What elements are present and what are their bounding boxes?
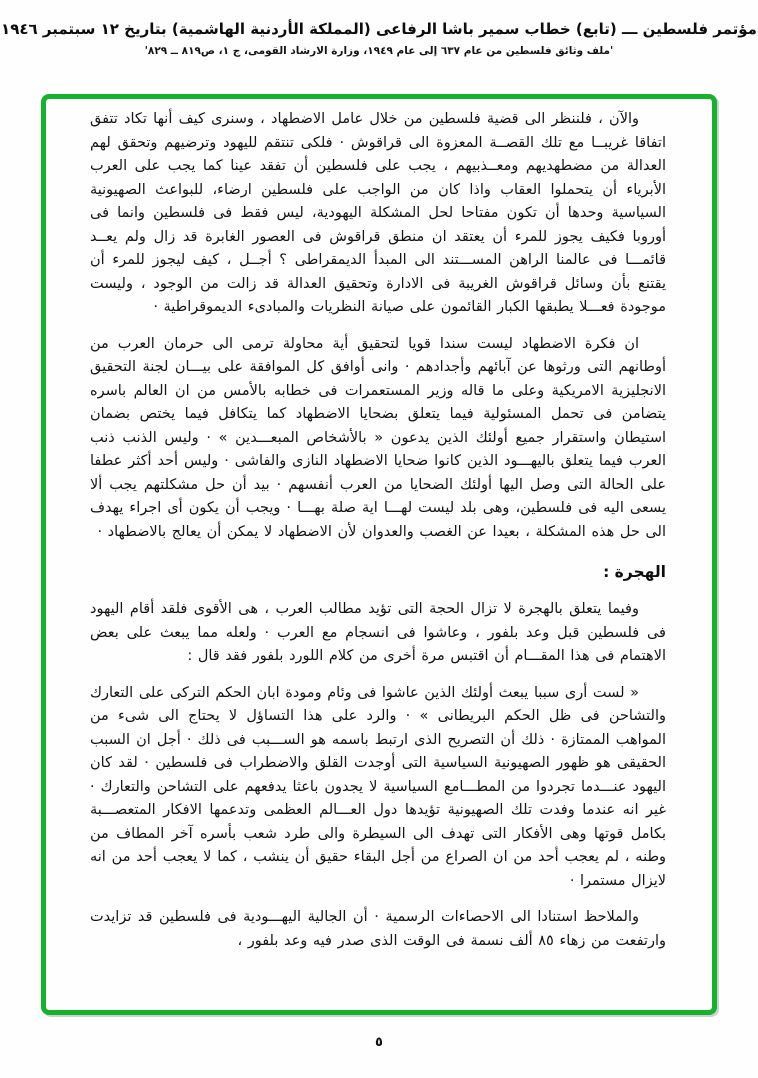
document-header xyxy=(0,20,758,57)
document-source-citation: 'ملف وثائق فلسطين من عام ٦٣٧ إلى عام ١٩٤٩، وزارة الارشاد القومى، ج ١، ص٨١٩ ــ ٨٢٩' xyxy=(144,45,614,57)
page-footer xyxy=(41,1031,717,1050)
highlight-annotation-box xyxy=(41,94,717,1015)
paragraph-immigration-1: وفيما يتعلق بالهجرة لا تزال الحجة التى تؤيد مطالب العرب ، هى الأقوى فلقد أقام اليهود فى فلسطين قبل وعد بلفور ، وعاشوا فى انسجام مع العرب · ولعله مما يبعث على بعض الاهتمام فى هذا المقـــام أن اقتبس مرة أخرى من كلام اللورد بلفور فقد قال : xyxy=(90,601,666,664)
paragraph-oppression-1: والآن ، فلننظر الى قضية فلسطين من خلال عامل الاضطهاد ، وسنرى كيف أنها تكاد تتفق اتفاقا غريبــا مع تلك القصــة المعزوة الى قراقوش · فلكى تنتقم لليهود وترضيهم وتحقق لهم العدالة من مضطهديهم ومعــذبيهم ، يجب على فلسطين أن تفقد عينا كما يجب على العرب الأبرياء أن يتحملوا العقاب واذا كان من الواجب على فلسطين ارضاء، للبواعث الصهيونية السياسية وحدها أن تكون مفتاحا لحل المشكلة اليهودية، ليس فقط فى فلسطين وانما فى أوروبا فكيف يجوز للمرء أن يعتقد ان منطق قراقوش فى العصور الغابرة قد زال ولم يعــد قائمـــا فى عالمنا الراهن المســـتند الى المبدأ الديمقراطى ؟ أجــل ، كيف ليجوز للمرء أن يقتنع بأن وسائل قراقوش الغريبة فى الادارة وتحقيق العدالة قد زالت من الوجود ، وليست موجودة فعـــلا يطبقها الكبار القائمون على صيانة النظريات والمبادىء الديموقراطية · xyxy=(90,111,666,315)
section-heading-immigration: الهجرة : xyxy=(603,563,666,581)
paragraph-oppression-2: ان فكرة الاضطهاد ليست سندا قويا لتحقيق أية محاولة ترمى الى حرمان العرب من أوطانهم التى ورثوها عن آبائهم وأجدادهم · وانى أوافق كل الموافقة على بيـــان لجنة التحقيق الانجليزية الامريكية وعلى ما قاله وزير المستعمرات فى خطابه بالأمس من ان العالم باسره يتضامن فى تحمل المسئولية فيما يتعلق بضحايا الاضطهاد كما يتكافل فيما يختص بضمان استيطان واستقرار جميع أولئك الذين يدعون « بالأشخاص المبعـــدين » · وليس الذنب ذنب العرب فيما يتعلق باليهـــود الذين كانوا ضحايا الاضطهاد النازى والفاشى · وليس أحد أكثر عطفا على الحالة التى وصل اليها أولئك الضحايا من العرب أنفسهم · بيد أن حل مشكلتهم يجب ألا يسعى اليه فى فلسطين، وهى بلد ليست لهـــا اية صلة بهـــا · ويجب أن يكون أى اجراء يهدف الى حل هذه المشكلة ، بعيدا عن الغصب والعدوان لأن الاضطهاد لا يمكن أن يعالج بالاضطهاد · xyxy=(90,335,666,540)
paragraph-statistics: والملاحظ استنادا الى الاحصاءات الرسمية · أن الجالية اليهـــودية فى فلسطين قد تزايدت وارتفعت من زهاء ٨٥ ألف نسمة فى الوقت الذى صدر فيه وعد بلفور ، xyxy=(90,909,666,949)
paragraph-balfour-quote: « لست أرى سببا يبعث أولئك الذين عاشوا فى وئام ومودة ابان الحكم التركى على التعارك والتشاحن فى ظل الحكم البريطانى » · والرد على هذا التساؤل لا يحتاج الى شىء من المواهب الممتازة · ذلك أن التصريح الذى ارتبط باسمه هو الســـبب فى ذلك · أجل ان السبب الحقيقى هو ظهور الصهيونية السياسية التى أوجدت القلق والاضطراب فى فلسطين · لقد كان اليهود عنـــدما تجردوا من المطـــامع السياسية لا يجدون باعثا يدفعهم على التشاحن والتعارك · غير انه عندما وفدت تلك الصهيونية تؤيدها دول العـــالم العظمى وتدعمها الافكار المتعصـــبة بكامل قوتها وهى الأفكار التى تهدف الى السيطرة والى طرد شعب بأسره آخر المطاف من وطنه ، لم يعجب أحد من ان الصراع من أجل البقاء حقيق أن ينشب ، كما لا يعجب أحد من انه لايزال مستمرا · xyxy=(90,684,666,889)
page-number: ٥ xyxy=(375,1035,383,1050)
document-title: مؤتمر فلسطين ـــ (تابع) خطاب سمير باشا الرفاعى (المملكة الأردنية الهاشمية) بتاريخ ١٢ سبتمبر ١٩٤٦ xyxy=(1,20,757,38)
